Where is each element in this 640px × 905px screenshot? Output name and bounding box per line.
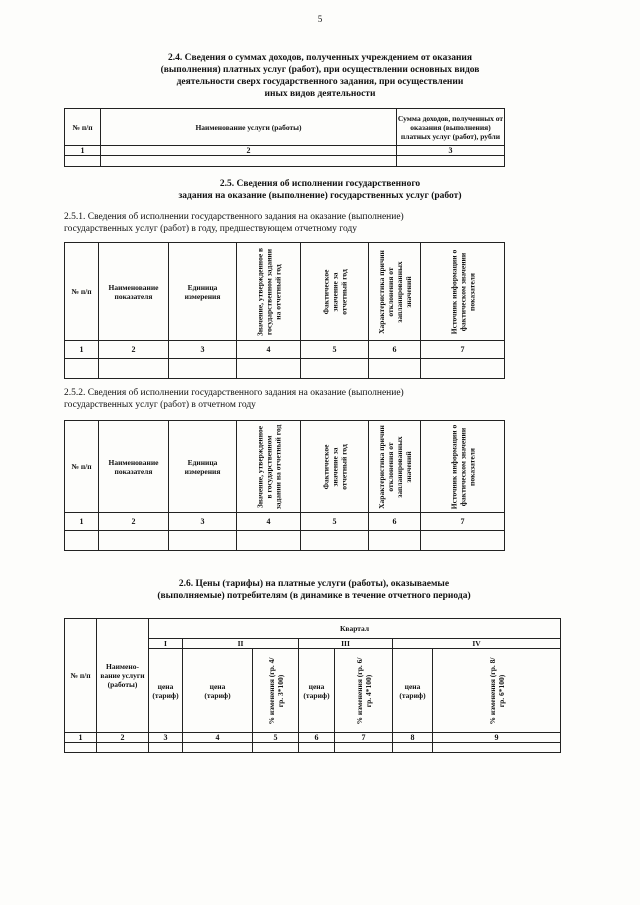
empty-cell — [299, 743, 335, 753]
number-cell: 5 — [301, 513, 369, 531]
text-line: 2.5.2. Сведения об исполнении государственного задания на оказание (выполнение) — [64, 388, 404, 398]
empty-cell — [169, 531, 237, 551]
section-2-4-title — [90, 52, 550, 100]
number-cell: 5 — [253, 733, 299, 743]
header-cell — [335, 649, 393, 733]
section-2-5-title — [90, 178, 550, 202]
empty-cell — [369, 359, 421, 379]
empty-cell — [169, 359, 237, 379]
number-cell: 1 — [65, 146, 101, 156]
header-cell: № п/п — [65, 619, 97, 733]
quarter-label: III — [299, 639, 393, 649]
empty-cell — [301, 531, 369, 551]
empty-cell — [253, 743, 299, 753]
header-cell — [421, 243, 505, 341]
empty-cell — [65, 531, 99, 551]
title-line: 2.6. Цены (тарифы) на платные услуги (работы), оказываемые — [178, 579, 450, 589]
header-text: Источник информации о фактическом значении показателя — [449, 249, 476, 334]
number-cell: 5 — [301, 341, 369, 359]
state-task-prev-year-table — [64, 242, 505, 379]
number-cell: 8 — [393, 733, 433, 743]
header-text: % изменения (гр. 4/гр. 3*100) — [266, 657, 285, 724]
number-cell: 6 — [369, 341, 421, 359]
title-line: (выполняемые) потребителям (в динамике в течение отчетного периода) — [157, 591, 471, 601]
header-cell — [253, 649, 299, 733]
empty-cell — [433, 743, 561, 753]
empty-cell — [65, 743, 97, 753]
empty-cell — [101, 156, 397, 167]
text-line: 2.5.1. Сведения об исполнении государственного задания на оказание (выполнение) — [64, 212, 404, 222]
title-line: задания на оказание (выполнение) государственных услуг (работ) — [178, 191, 462, 201]
quarter-label: I — [149, 639, 183, 649]
header-cell: цена (тариф) — [393, 649, 433, 733]
quarter-label: II — [183, 639, 299, 649]
number-cell: 6 — [299, 733, 335, 743]
number-cell: 3 — [397, 146, 505, 156]
empty-cell — [97, 743, 149, 753]
page-number: 5 — [317, 14, 323, 24]
empty-cell — [335, 743, 393, 753]
header-text: Значение, утвержденное в государственном задании на отчетный год — [255, 247, 282, 336]
prices-table — [64, 618, 561, 753]
text-line: государственных услуг (работ) в отчетном году — [64, 399, 256, 410]
number-cell: 6 — [369, 513, 421, 531]
text-line: государственных услуг (работ) в году, предшествующем отчетному году — [64, 223, 358, 234]
number-cell: 7 — [335, 733, 393, 743]
header-text: Фактическое значение за отчетный год — [321, 268, 348, 315]
empty-cell — [99, 531, 169, 551]
header-text: % изменения (гр. 8/гр. 6*100) — [487, 657, 506, 724]
header-cell: цена (тариф) — [299, 649, 335, 733]
header-cell — [369, 243, 421, 341]
header-cell — [369, 421, 421, 513]
number-cell: 1 — [65, 513, 99, 531]
header-cell: № п/п — [65, 109, 101, 146]
header-cell — [301, 243, 369, 341]
number-cell: 2 — [101, 146, 397, 156]
empty-cell — [393, 743, 433, 753]
number-cell: 2 — [97, 733, 149, 743]
empty-cell — [65, 156, 101, 167]
section-2-6-title — [64, 578, 564, 602]
number-cell: 4 — [237, 513, 301, 531]
number-cell: 4 — [183, 733, 253, 743]
quarter-header: Квартал — [149, 619, 561, 639]
title-line: 2.4. Сведения о суммах доходов, полученных учреждением от оказания — [167, 53, 473, 63]
empty-cell — [421, 531, 505, 551]
number-cell: 2 — [99, 513, 169, 531]
header-text: Характеристика причин отклонения от запланированных значений — [376, 249, 413, 334]
empty-cell — [369, 531, 421, 551]
number-cell: 7 — [421, 341, 505, 359]
empty-cell — [65, 359, 99, 379]
section-2-5-2-text — [64, 388, 544, 411]
header-text: Фактическое значение за отчетный год — [321, 443, 348, 490]
number-cell: 3 — [169, 341, 237, 359]
empty-cell — [149, 743, 183, 753]
header-cell — [301, 421, 369, 513]
number-cell: 9 — [433, 733, 561, 743]
header-cell — [237, 243, 301, 341]
state-task-current-year-table — [64, 420, 505, 551]
empty-cell — [99, 359, 169, 379]
header-cell — [421, 421, 505, 513]
empty-cell — [237, 359, 301, 379]
number-cell: 1 — [65, 341, 99, 359]
income-table — [64, 108, 505, 167]
header-cell: Наименование услуги (работы) — [101, 109, 397, 146]
number-cell: 2 — [99, 341, 169, 359]
header-cell: Наименование показателя — [99, 243, 169, 341]
number-cell: 4 — [237, 341, 301, 359]
empty-cell — [237, 531, 301, 551]
header-cell: № п/п — [65, 243, 99, 341]
header-text: Источник информации о фактическом значении показателя — [449, 424, 476, 509]
header-cell: цена (тариф) — [183, 649, 253, 733]
header-text: Характеристика причин отклонения от запланированных значений — [376, 424, 413, 509]
header-cell — [433, 649, 561, 733]
title-line: деятельности сверх государственного задания, при осуществлении — [176, 77, 464, 87]
empty-cell — [183, 743, 253, 753]
header-cell: Сумма доходов, полученных от оказания (выполнения) платных услуг (работ), рубли — [397, 109, 505, 146]
number-cell: 1 — [65, 733, 97, 743]
header-text: % изменения (гр. 6/гр. 4*100) — [354, 657, 373, 724]
header-cell — [237, 421, 301, 513]
title-line: 2.5. Сведения об исполнении государственного — [219, 179, 421, 189]
number-cell: 3 — [149, 733, 183, 743]
title-line: (выполнения) платных услуг (работ), при осуществлении основных видов — [160, 65, 480, 75]
empty-cell — [421, 359, 505, 379]
header-text: Значение, утвержденное в государственном задании на отчетный год — [255, 424, 282, 509]
header-cell: Единица измерения — [169, 421, 237, 513]
section-2-5-1-text — [64, 212, 544, 235]
header-cell: Наимено-вание услуги (работы) — [97, 619, 149, 733]
number-cell: 3 — [169, 513, 237, 531]
header-cell: Наименование показателя — [99, 421, 169, 513]
quarter-label: IV — [393, 639, 561, 649]
header-cell: № п/п — [65, 421, 99, 513]
header-cell: цена (тариф) — [149, 649, 183, 733]
number-cell: 7 — [421, 513, 505, 531]
header-cell: Единица измерения — [169, 243, 237, 341]
title-line: иных видов деятельности — [264, 89, 376, 99]
empty-cell — [397, 156, 505, 167]
empty-cell — [301, 359, 369, 379]
